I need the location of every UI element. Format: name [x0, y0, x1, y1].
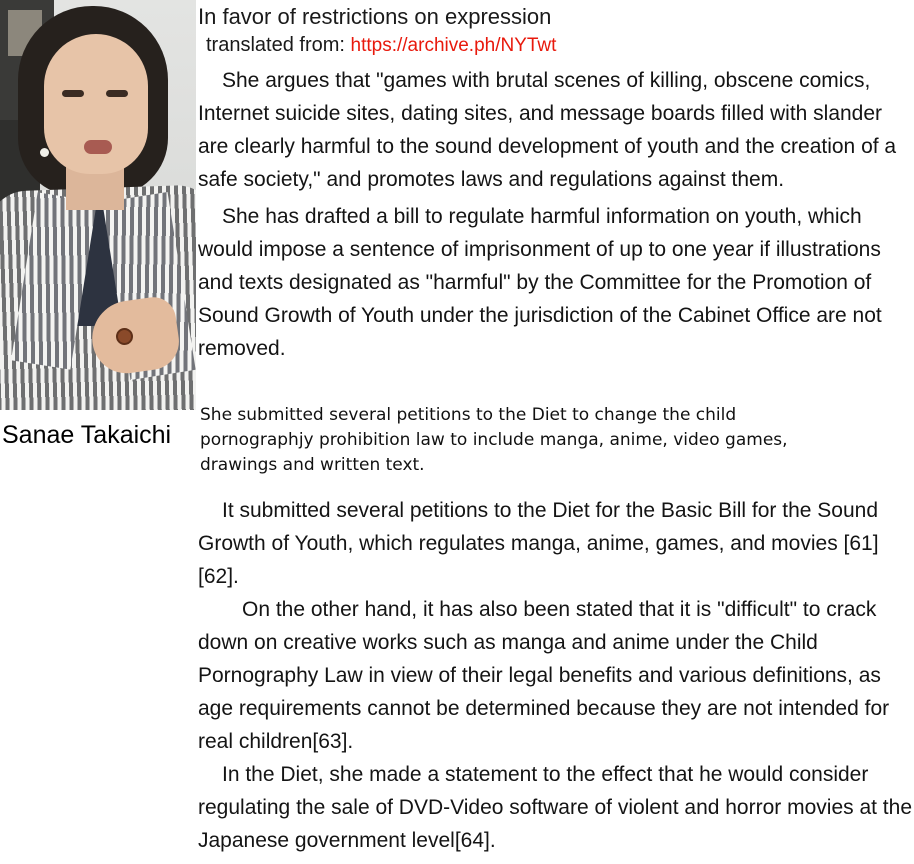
translated-from-label: translated from: [206, 34, 345, 56]
article-body-lower [198, 494, 912, 857]
article-paragraph-3: It submitted several petitions to the Diet for the Basic Bill for the Sound Growth of Youth, which regulates manga, anime, games, and movies [61][62]. [198, 499, 879, 588]
article-paragraph-2: She has drafted a bill to regulate harmful information on youth, which would impose a sentence of imprisonment of up to one year if illustrations and texts designated as "harmful" by the Committee for the Promotion of Sound Growth of Youth under the jurisdiction of the Cabinet Office are not removed. [198, 205, 882, 360]
person-mouth [84, 140, 112, 154]
translation-source-line [206, 31, 912, 60]
article-paragraph-1: She argues that "games with brutal scenes of killing, obscene comics, Internet suicide sites, dating sites, and message boards filled with slander are clearly harmful to the sound development of youth and the creation of a safe society," and promotes laws and regulations against them. [198, 69, 897, 191]
inserted-note: She submitted several petitions to the Diet to change the child pornographjy prohibition law to include manga, anime, video games, drawings and written text. [200, 405, 788, 475]
portrait-column [0, 0, 196, 449]
article-body [198, 0, 912, 365]
portrait-caption: Sanae Takaichi [2, 421, 172, 449]
source-url-link[interactable]: https://archive.ph/NYTwt [350, 35, 557, 56]
article-paragraph-4: On the other hand, it has also been stated that it is "difficult" to crack down on creative works such as manga and anime under the Child Pornography Law in view of their legal benefits and various definitions, as age requirements cannot be determined because they are not intended for real children[63]. [198, 598, 890, 753]
portrait-photo [0, 0, 196, 410]
person-earring [40, 148, 49, 157]
article-paragraph-5: In the Diet, she made a statement to the effect that he would consider regulating the sale of DVD-Video software of violent and horror movies at the Japanese government level[64]. [198, 763, 912, 852]
person-ring [116, 328, 133, 345]
article-headline: In favor of restrictions on expression [198, 4, 552, 29]
